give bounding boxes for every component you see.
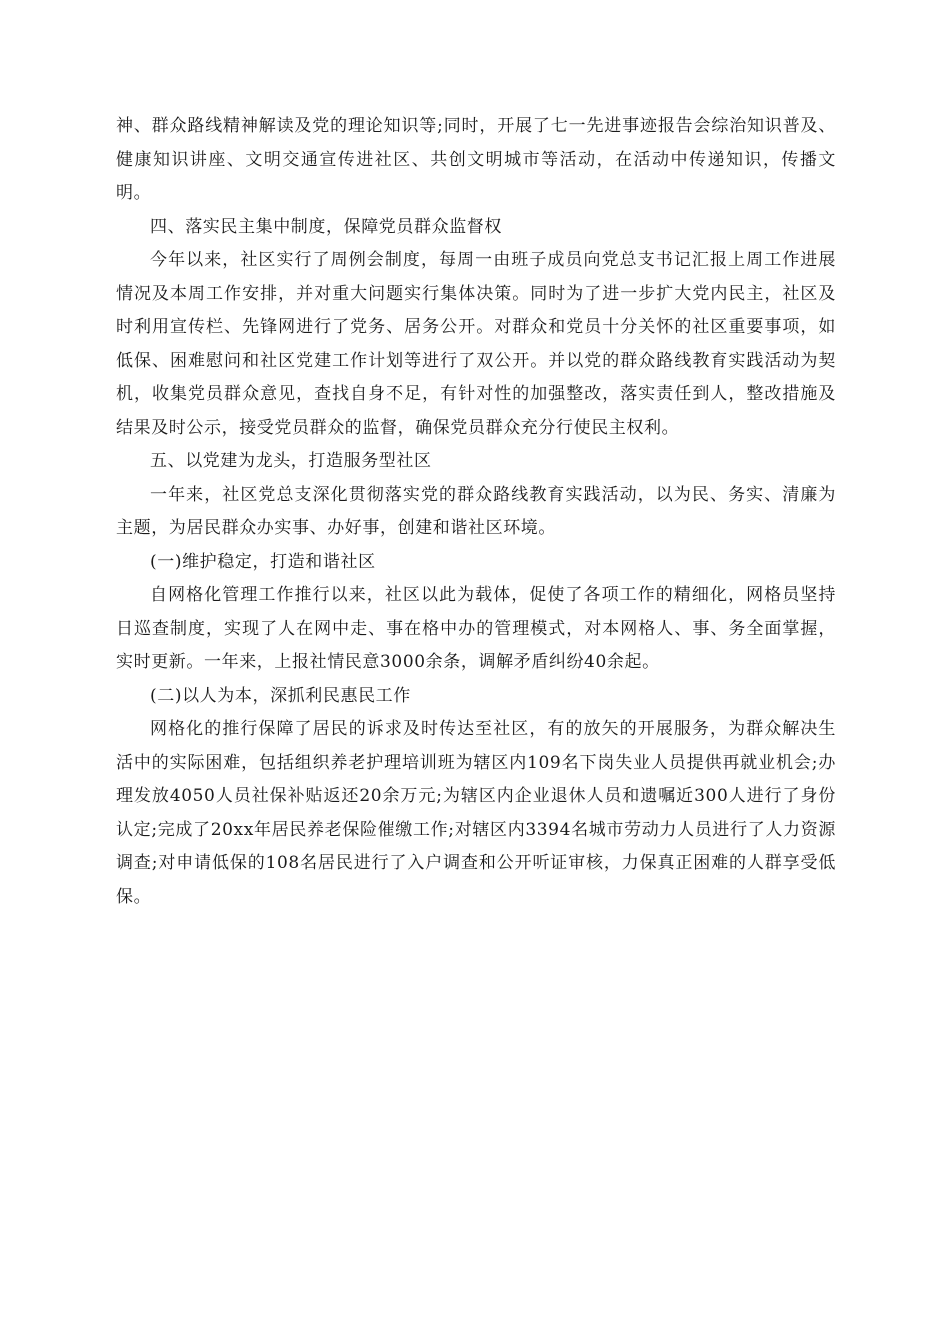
- paragraph-section-four: 今年以来，社区实行了周例会制度，每周一由班子成员向党总支书记汇报上周工作进展情况及本周工作安排，并对重大问题实行集体决策。同时为了进一步扩大党内民主，社区及时利用宣传栏、先锋网进行了党务、居务公开。对群众和党员十分关怀的社区重要事项，如低保、困难慰问和社区党建工作计划等进行了双公开。并以党的群众路线教育实践活动为契机，收集党员群众意见，查找自身不足，有针对性的加强整改，落实责任到人，整改措施及结果及时公示，接受党员群众的监督，确保党员群众充分行使民主权利。: [116, 250, 836, 438]
- section-heading-four: 四、落实民主集中制度，保障党员群众监督权: [150, 216, 502, 237]
- paragraph-section-five: 一年来，社区党总支深化贯彻落实党的群众路线教育实践活动，以为民、务实、清廉为主题，为居民群众办实事、办好事，创建和谐社区环境。: [116, 484, 836, 538]
- subsection-heading-one: (一)维护稳定，打造和谐社区: [150, 551, 376, 572]
- paragraph-continued-intro: 神、群众路线精神解读及党的理论知识等;同时，开展了七一先进事迹报告会综治知识普及、健康知识讲座、文明交通宣传进社区、共创文明城市等活动，在活动中传递知识，传播文明。: [116, 116, 836, 203]
- section-heading-five: 五、以党建为龙头，打造服务型社区: [150, 451, 432, 471]
- paragraph-subsection-one: 自网格化管理工作推行以来，社区以此为载体，促使了各项工作的精细化，网格员坚持日巡查制度，实现了人在网中走、事在格中办的管理模式，对本网格人、事、务全面掌握，实时更新。一年来，上报社情民意3000余条，调解矛盾纠纷40余起。: [116, 585, 836, 672]
- paragraph-subsection-two: 网格化的推行保障了居民的诉求及时传达至社区，有的放矢的开展服务，为群众解决生活中的实际困难，包括组织养老护理培训班为辖区内109名下岗失业人员提供再就业机会;办理发放4050人员社保补贴返还20余万元;为辖区内企业退休人员和遗嘱近300人进行了身份认定;完成了20xx年居民养老保险催缴工作;对辖区内3394名城市劳动力人员进行了人力资源调查;对申请低保的108名居民进行了入户调查和公开听证审核，力保真正困难的人群享受低保。: [116, 719, 836, 907]
- document-body: [116, 110, 836, 914]
- subsection-heading-two: (二)以人为本，深抓利民惠民工作: [150, 685, 411, 706]
